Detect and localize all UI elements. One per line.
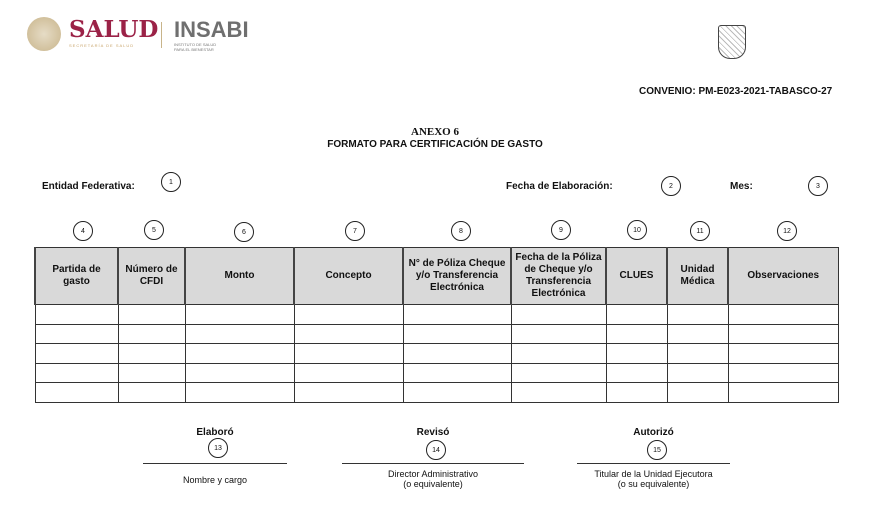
table-cell[interactable] [667,305,728,325]
signature-title: Autorizó [633,427,674,438]
signature-caption [342,469,524,489]
table-cell[interactable] [511,383,606,403]
table-cell[interactable] [294,324,403,344]
signature-autorizo [577,427,730,438]
signature-line [342,463,524,464]
insabi-logo [174,18,249,52]
col-partida: Partida de gasto [35,248,118,305]
table-cell[interactable] [403,363,511,383]
table-cell[interactable] [185,344,294,364]
table-cell[interactable] [403,344,511,364]
entidad-label: Entidad Federativa: [42,181,135,192]
table-cell[interactable] [667,344,728,364]
table-cell[interactable] [511,363,606,383]
table-cell[interactable] [35,324,118,344]
table-cell[interactable] [728,324,838,344]
table-cell[interactable] [511,344,606,364]
table-cell[interactable] [606,363,667,383]
col-clues: CLUES [606,248,667,305]
logo-divider [161,22,162,48]
signature-caption-line: Nombre y cargo [182,475,248,485]
table-row [35,363,838,383]
col-fecha-poliza: Fecha de la Póliza de Cheque y/o Transferencia Electrónica [511,248,606,305]
table-cell[interactable] [667,363,728,383]
table-cell[interactable] [728,383,838,403]
marker-11: 11 [690,221,710,241]
table-cell[interactable] [403,305,511,325]
salud-logo-text: SALUD [69,16,159,43]
table-row [35,305,838,325]
table-row [35,383,838,403]
mes-label: Mes: [730,181,753,192]
table-cell[interactable] [118,383,185,403]
marker-10: 10 [627,220,647,240]
col-poliza: N° de Póliza Cheque y/o Transferencia Electrónica [403,248,511,305]
table-cell[interactable] [185,383,294,403]
expense-table [34,247,839,403]
table-row [35,324,838,344]
table-cell[interactable] [728,344,838,364]
convenio-label: CONVENIO: PM-E023-2021-TABASCO-27 [639,86,833,97]
table-cell[interactable] [294,305,403,325]
table-cell[interactable] [606,305,667,325]
table-cell[interactable] [118,363,185,383]
table-cell[interactable] [606,383,667,403]
marker-2: 2 [661,176,681,196]
table-cell[interactable] [511,324,606,344]
table-header-row [35,248,838,305]
table-cell[interactable] [403,383,511,403]
col-unidad: Unidad Médica [667,248,728,305]
col-monto: Monto [185,248,294,305]
mexico-seal-icon [27,17,61,51]
table-cell[interactable] [294,383,403,403]
table-cell[interactable] [118,324,185,344]
table-cell[interactable] [35,383,118,403]
marker-6: 6 [234,222,254,242]
table-cell[interactable] [35,305,118,325]
marker-15: 15 [647,440,667,460]
signature-elaboro [143,427,287,438]
signature-line [577,463,730,464]
marker-1: 1 [161,172,181,192]
marker-8: 8 [451,221,471,241]
col-cfdi: Número de CFDI [118,248,185,305]
salud-logo [69,17,158,48]
signature-caption [143,475,287,485]
table-cell[interactable] [606,324,667,344]
table-cell[interactable] [667,383,728,403]
tabasco-coat-of-arms-icon [718,25,746,59]
table-cell[interactable] [667,324,728,344]
table-cell[interactable] [118,305,185,325]
signature-caption-line: (o equivalente) [403,479,463,489]
signature-caption-line: Titular de la Unidad Ejecutora [594,469,713,479]
marker-7: 7 [345,221,365,241]
table-cell[interactable] [185,363,294,383]
table-cell[interactable] [35,363,118,383]
insabi-logo-subtext: INSTITUTO DE SALUD PARA EL BIENESTAR [174,42,217,52]
table-cell[interactable] [728,363,838,383]
marker-13: 13 [208,438,228,458]
salud-logo-subtext: SECRETARÍA DE SALUD [69,43,135,48]
signature-caption-line: (o su equivalente) [617,479,690,489]
marker-9: 9 [551,220,571,240]
signature-title: Revisó [416,427,450,438]
marker-12: 12 [777,221,797,241]
table-row [35,344,838,364]
table-cell[interactable] [35,344,118,364]
signature-caption [577,469,730,489]
table-cell[interactable] [294,344,403,364]
insabi-logo-text: INSABI [174,17,249,42]
table-cell[interactable] [728,305,838,325]
table-cell[interactable] [511,305,606,325]
table-cell[interactable] [185,305,294,325]
table-cell[interactable] [185,324,294,344]
signature-reviso [342,427,524,438]
table-cell[interactable] [606,344,667,364]
table-cell[interactable] [118,344,185,364]
fecha-label: Fecha de Elaboración: [506,181,613,192]
marker-4: 4 [73,221,93,241]
col-concepto: Concepto [294,248,403,305]
marker-5: 5 [144,220,164,240]
table-cell[interactable] [403,324,511,344]
marker-14: 14 [426,440,446,460]
table-cell[interactable] [294,363,403,383]
annex-title: ANEXO 6 [411,126,459,138]
signature-line [143,463,287,464]
marker-3: 3 [808,176,828,196]
col-observaciones: Observaciones [728,248,838,305]
form-title: FORMATO PARA CERTIFICACIÓN DE GASTO [327,139,543,150]
signature-caption-line: Director Administrativo [387,469,479,479]
signature-title: Elaboró [196,427,234,438]
